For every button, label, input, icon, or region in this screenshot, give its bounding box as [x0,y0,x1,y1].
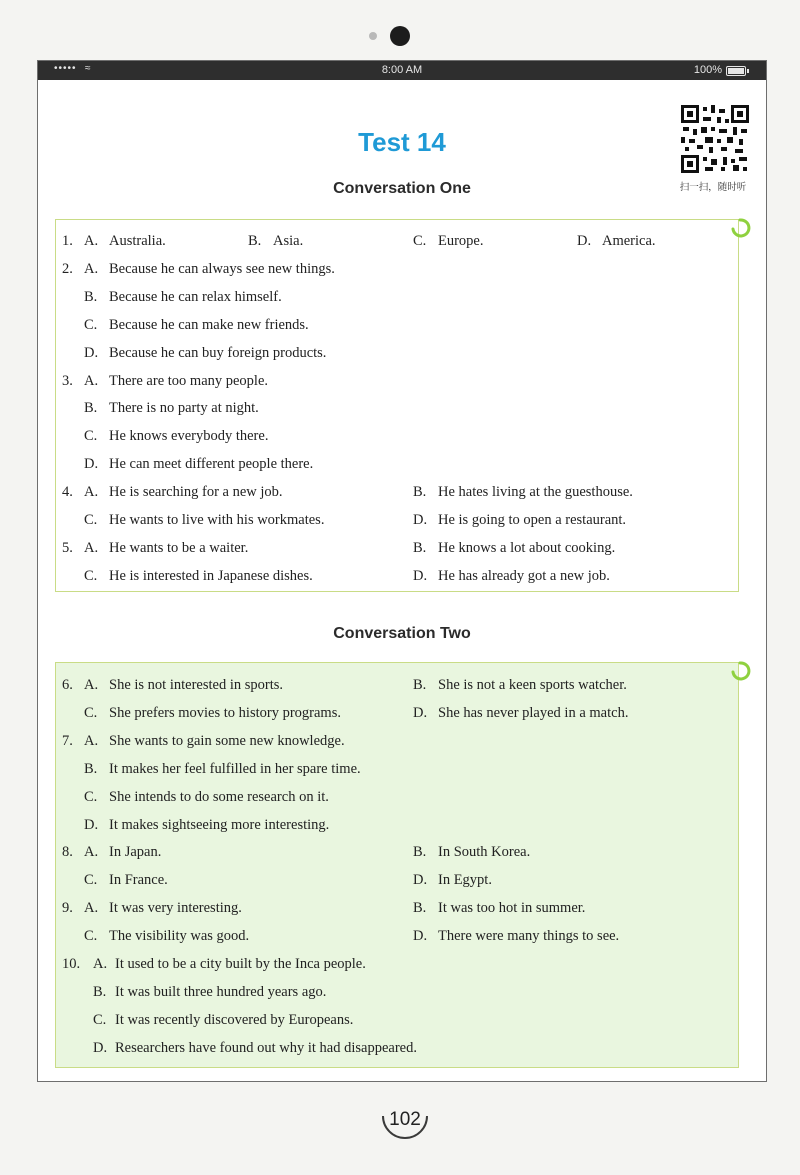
tablet-screen [37,60,767,1082]
conversation-one-heading: Conversation One [333,180,471,197]
option-letter: A. [84,844,99,861]
option-text: The visibility was good. [109,928,250,945]
option-text: Because he can always see new things. [109,260,335,277]
conversation-two-panel [55,662,739,1068]
option-letter: C. [84,872,98,889]
battery-icon [726,66,746,76]
option-text: She has never played in a match. [438,704,629,721]
option-letter: B. [413,484,427,501]
option-letter: A. [84,260,99,277]
battery-percent: 100% [693,64,722,76]
option-letter: B. [413,539,427,556]
option-text: It was built three hundred years ago. [115,983,327,1000]
option-letter: C. [84,928,98,945]
option-text: Because he can make new friends. [109,316,309,333]
option-letter: B. [84,760,98,777]
option-text: Because he can relax himself. [109,288,282,305]
option-text: He knows a lot about cooking. [438,539,616,556]
option-letter: A. [84,372,99,389]
option-text: It used to be a city built by the Inca people. [115,956,366,972]
option-text: She is not interested in sports. [109,677,283,693]
option-letter: B. [84,288,98,305]
option-text: It makes her feel fulfilled in her spare time. [109,760,361,777]
option-letter: C. [84,567,98,584]
question-number: 6. [62,677,73,693]
option-text: He can meet different people there. [109,456,314,473]
option-letter: D. [413,872,428,889]
option-letter: A. [84,732,99,749]
option-text: It makes sightseeing more interesting. [109,816,330,833]
question-number: 5. [62,539,73,556]
question-number: 3. [62,372,73,389]
option-text: She intends to do some research on it. [109,788,329,805]
option-letter: D. [84,344,99,361]
conversation-one-panel [55,219,739,592]
option-text: In France. [109,872,168,889]
option-text: It was too hot in summer. [438,900,586,917]
wifi-icon: ≈ [85,63,91,74]
option-text: He wants to be a waiter. [109,539,249,556]
option-text: Asia. [273,233,304,249]
qr-code-icon[interactable] [681,105,749,173]
swirl-icon [729,217,751,239]
option-text: In Japan. [109,844,162,861]
battery-fill [728,68,744,74]
option-letter: C. [84,428,98,445]
page-number-badge [378,1098,432,1146]
option-text: He wants to live with his workmates. [109,512,325,528]
option-text: She wants to gain some new knowledge. [109,732,345,749]
option-letter: C. [84,316,98,333]
option-text: In Egypt. [438,872,492,889]
page-title: Test 14 [358,127,446,157]
question-number: 7. [62,732,73,749]
option-letter: B. [413,677,427,693]
option-letter: A. [84,677,99,693]
option-text: There were many things to see. [438,928,620,945]
question-number: 4. [62,484,73,501]
option-text: Australia. [109,233,166,249]
option-text: There are too many people. [109,372,269,389]
option-letter: A. [84,900,99,917]
question-number: 8. [62,844,73,861]
option-letter: C. [84,512,98,528]
option-text: He is interested in Japanese dishes. [109,567,313,584]
option-letter: D. [577,233,592,249]
option-text: There is no party at night. [109,400,259,417]
option-letter: A. [84,539,99,556]
option-letter: B. [93,983,107,1000]
option-text: Because he can buy foreign products. [109,344,327,361]
option-letter: D. [413,567,428,584]
option-letter: D. [413,512,428,528]
option-text: She prefers movies to history programs. [109,704,341,721]
conversation-two-heading: Conversation Two [333,625,471,642]
option-letter: B. [413,844,427,861]
option-text: He is going to open a restaurant. [438,512,627,528]
option-text: America. [602,233,656,249]
battery-tip [747,69,749,73]
option-letter: A. [84,484,99,501]
option-letter: B. [84,400,98,417]
option-text: She is not a keen sports watcher. [438,677,627,693]
page-number: 102 [389,1109,421,1130]
option-letter: C. [413,233,427,249]
qr-caption: 扫一扫，随时听 [679,182,747,193]
option-letter: D. [84,456,99,473]
status-time: 8:00 AM [381,64,423,76]
status-bar [38,61,766,80]
option-letter: C. [93,1011,107,1028]
question-number: 10. [62,956,81,972]
camera-sensor [369,32,377,40]
option-letter: B. [413,900,427,917]
question-number: 9. [62,900,73,917]
question-number: 2. [62,260,73,277]
question-number: 1. [62,233,73,249]
option-text: He is searching for a new job. [109,484,283,501]
option-text: In South Korea. [438,844,531,861]
option-text: He hates living at the guesthouse. [438,484,633,501]
option-letter: D. [93,1039,108,1056]
option-letter: D. [84,816,99,833]
signal-icon: ••••• [54,63,77,74]
option-letter: C. [84,788,98,805]
option-text: It was recently discovered by Europeans. [115,1011,354,1028]
option-letter: D. [413,704,428,721]
swirl-icon [729,660,751,682]
option-text: Researchers have found out why it had disappeared. [115,1039,417,1056]
option-text: It was very interesting. [109,900,242,917]
option-text: He has already got a new job. [438,567,610,584]
option-letter: B. [248,233,262,249]
option-text: Europe. [438,233,484,249]
option-text: He knows everybody there. [109,428,269,445]
option-letter: D. [413,928,428,945]
option-letter: A. [93,956,108,972]
front-camera [390,26,410,46]
option-letter: A. [84,233,99,249]
option-letter: C. [84,704,98,721]
